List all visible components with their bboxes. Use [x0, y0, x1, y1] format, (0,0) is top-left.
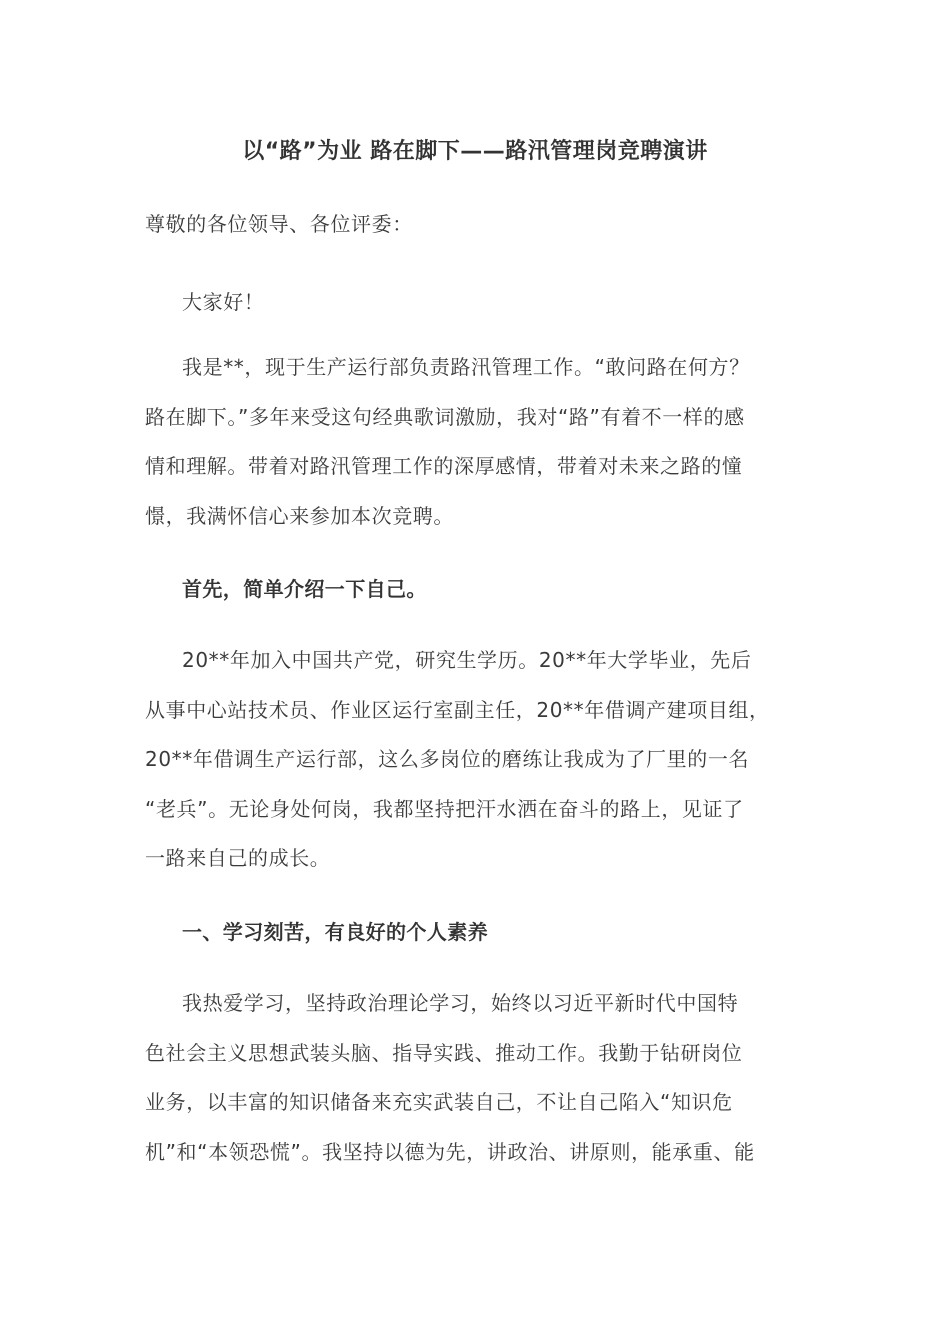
- greeting-text: 大家好！: [182, 290, 265, 314]
- bio-line: 从事中心站技术员、作业区运行室副主任，20**年借调产建项目组，: [145, 697, 770, 722]
- bio-line: 一路来自己的成长。: [145, 846, 331, 870]
- section-heading-one: 一、学习刻苦，有良好的个人素养: [182, 920, 488, 944]
- study-line: 色社会主义思想武装头脑、指导实践、推动工作。我勤于钻研岗位: [145, 1040, 743, 1065]
- bio-line: 20**年借调生产运行部，这么多岗位的磨练让我成为了厂里的一名: [145, 747, 750, 771]
- study-line: 机”和“本领恐慌”。我坚持以德为先，讲政治、讲原则，能承重、能: [145, 1139, 755, 1164]
- study-line: 业务，以丰富的知识储备来充实武装自己，不让自己陷入“知识危: [145, 1090, 733, 1114]
- greeting-paragraph: [145, 278, 825, 328]
- intro-line: 我是**，现于生产运行部负责路汛管理工作。“敢问路在何方？: [182, 355, 750, 379]
- salutation: 尊敬的各位领导、各位评委：: [145, 212, 413, 236]
- bio-line: 20**年加入中国共产党，研究生学历。20**年大学毕业，先后: [182, 648, 752, 672]
- study-line: 我热爱学习，坚持政治理论学习，始终以习近平新时代中国特: [182, 991, 739, 1015]
- intro-line: 情和理解。带着对路汛管理工作的深厚感情，带着对未来之路的憧: [145, 454, 743, 478]
- intro-paragraph: [145, 343, 825, 541]
- section-heading-self-intro: 首先，简单介绍一下自己。: [182, 577, 427, 601]
- bio-line: “老兵”。无论身处何岗，我都坚持把汗水洒在奋斗的路上，见证了: [145, 796, 744, 821]
- study-paragraph: [145, 979, 825, 1177]
- bio-paragraph: [145, 636, 825, 884]
- document-title: 以“路”为业 路在脚下——路汛管理岗竞聘演讲: [242, 139, 708, 164]
- intro-line: 路在脚下。”多年来受这句经典歌词激励，我对“路”有着不一样的感: [145, 404, 745, 429]
- intro-line: 憬，我满怀信心来参加本次竞聘。: [145, 503, 454, 528]
